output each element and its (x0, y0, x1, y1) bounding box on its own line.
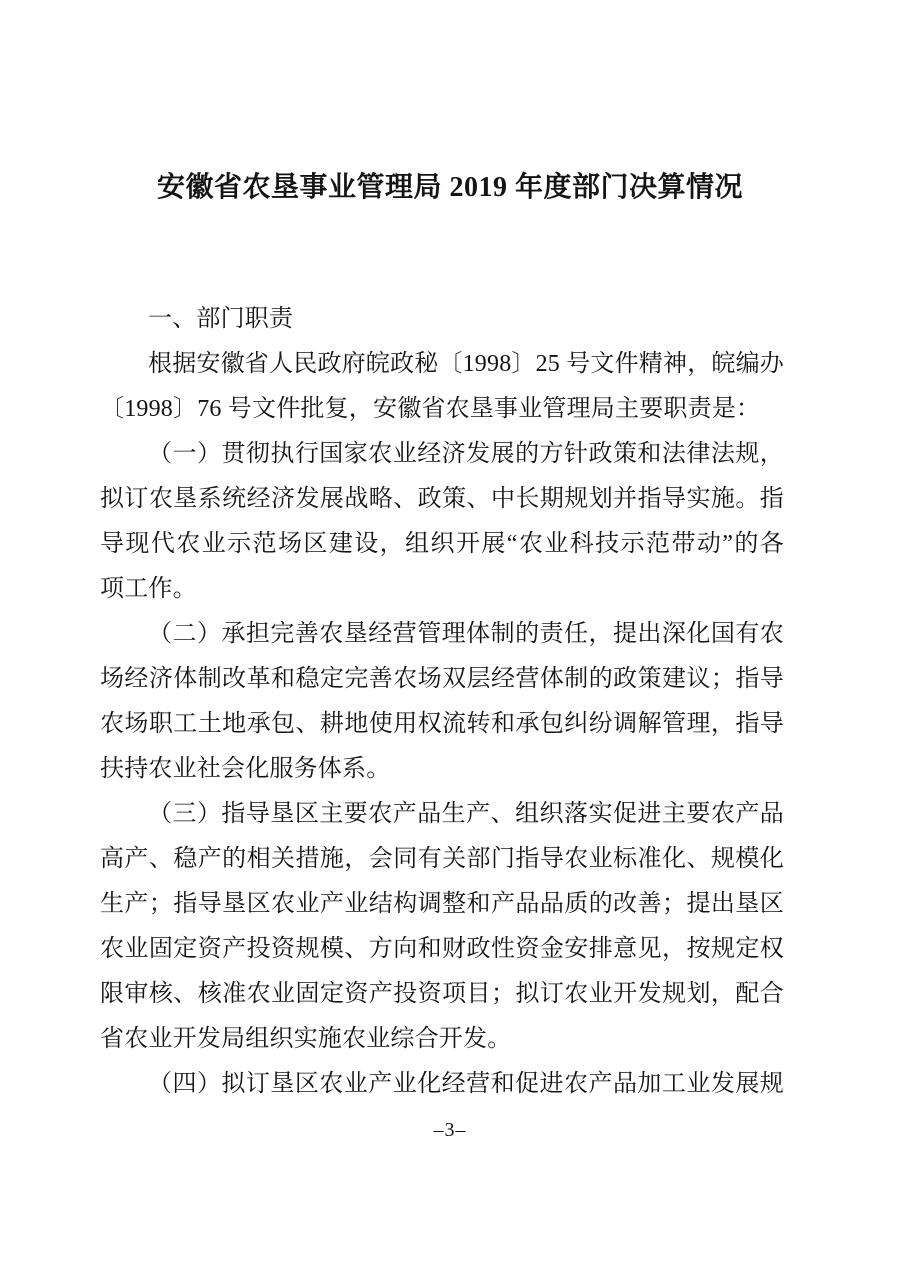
body-line: （四）拟订垦区农业产业化经营和促进农产品加工业发展规 (148, 1071, 784, 1097)
body-line: 限审核、核准农业固定资产投资项目；拟订农业开发规划，配合 (100, 981, 784, 1007)
body-line: 导现代农业示范场区建设，组织开展“农业科技示范带动”的各 (100, 531, 784, 557)
body-line: 生产；指导垦区农业产业结构调整和产品品质的改善；提出垦区 (100, 891, 784, 917)
body-line: 项工作。 (100, 576, 197, 602)
body-line: （二）承担完善农垦经营管理体制的责任，提出深化国有农 (148, 621, 784, 647)
body-line: 高产、稳产的相关措施，会同有关部门指导农业标准化、规模化 (100, 846, 784, 872)
page-number: –3– (433, 1119, 467, 1141)
body-line: 拟订农垦系统经济发展战略、政策、中长期规划并指导实施。指 (100, 486, 784, 512)
body-line: 农业固定资产投资规模、方向和财政性资金安排意见，按规定权 (100, 936, 784, 962)
body-line: 一、部门职责 (148, 306, 294, 332)
body-line: （一）贯彻执行国家农业经济发展的方针政策和法律法规， (148, 441, 784, 467)
body-line: 根据安徽省人民政府皖政秘〔1998〕25 号文件精神，皖编办 (148, 351, 784, 377)
body-line: 〔1998〕76 号文件批复，安徽省农垦事业管理局主要职责是： (100, 396, 761, 422)
body-line: 扶持农业社会化服务体系。 (100, 756, 391, 782)
document-body (100, 297, 784, 1107)
body-line: 省农业开发局组织实施农业综合开发。 (100, 1026, 512, 1052)
document-title: 安徽省农垦事业管理局 2019 年度部门决算情况 (156, 172, 743, 203)
body-line: （三）指导垦区主要农产品生产、组织落实促进主要农产品 (148, 801, 784, 827)
body-line: 农场职工土地承包、耕地使用权流转和承包纠纷调解管理，指导 (100, 711, 784, 737)
body-line: 场经济体制改革和稳定完善农场双层经营体制的政策建议；指导 (100, 666, 784, 692)
